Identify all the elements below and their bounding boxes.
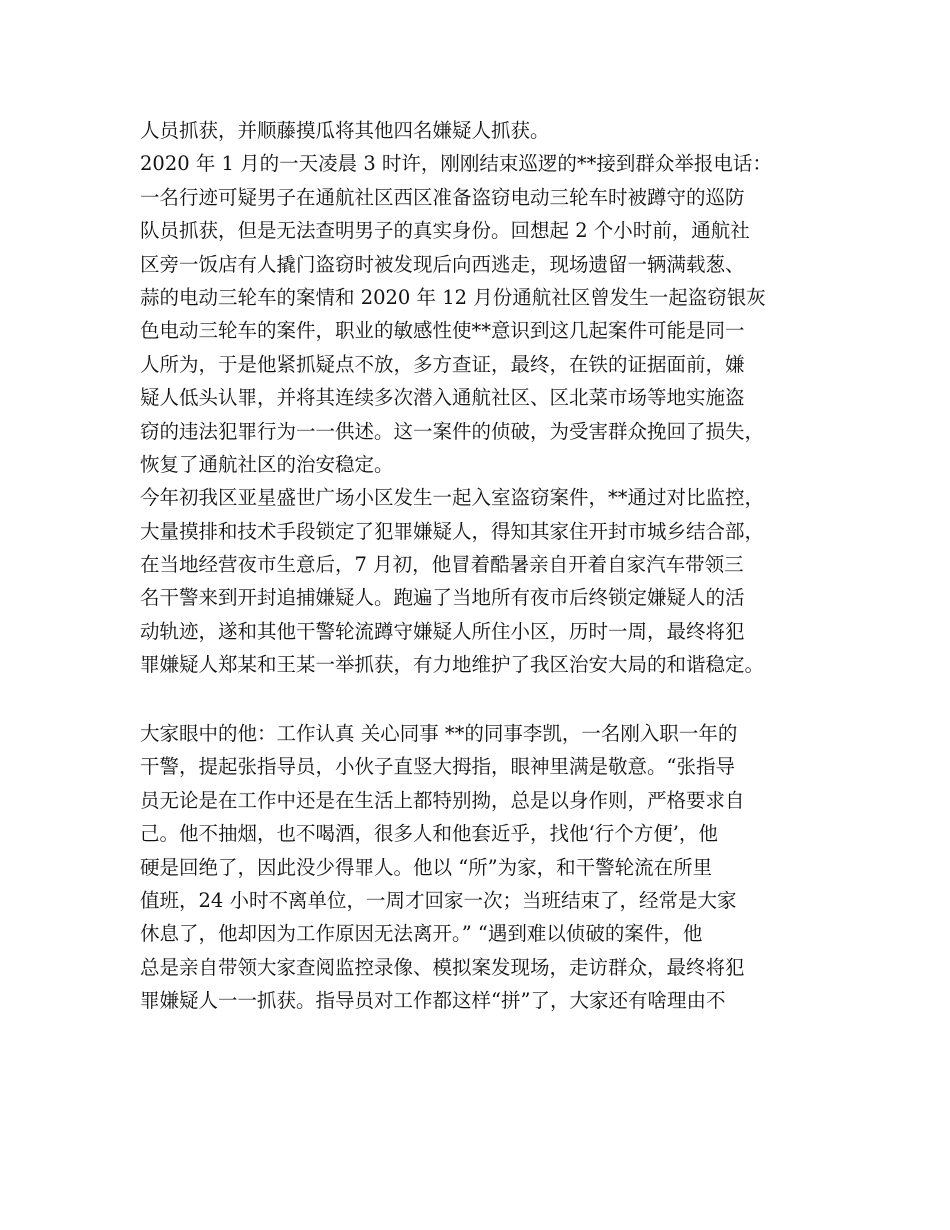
text-block-case-stories (140, 114, 840, 682)
text-line: 动轨迹，遂和其他干警轮流蹲守嫌疑人所住小区，历时一周，最终将犯 (140, 619, 745, 643)
text-line: 窃的违法犯罪行为一一供述。这一案件的侦破，为受害群众挽回了损失， (140, 419, 765, 443)
text-line: 队员抓获，但是无法查明男子的真实身份。回想起 2 个小时前，通航社 (140, 219, 750, 243)
text-line: 恢复了通航社区的治安稳定。 (140, 452, 394, 476)
text-line: 色电动三轮车的案件，职业的敏感性使**意识到这几起案件可能是同一 (140, 319, 745, 343)
text-line: 硬是回绝了，因此没少得罪人。他以 “所”为家，和干警轮流在所里 (140, 855, 713, 879)
text-line: 名干警来到开封追捕嫌疑人。跑遍了当地所有夜市后终锁定嫌疑人的活 (140, 586, 745, 610)
text-line: 蒜的电动三轮车的案情和 2020 年 12 月份通航社区曾发生一起盗窃银灰 (140, 285, 766, 309)
text-line: 值班，24 小时不离单位，一周才回家一次；当班结束了，经常是大家 (140, 888, 737, 912)
text-line: 总是亲自带领大家查阅监控录像、模拟案发现场，走访群众，最终将犯 (140, 955, 745, 979)
text-block-colleague-views (140, 717, 840, 1018)
text-line: 人员抓获，并顺藤摸瓜将其他四名嫌疑人抓获。 (140, 119, 550, 142)
text-line: 休息了，他却因为工作原因无法离开。” “遇到难以侦破的案件，他 (140, 922, 703, 946)
text-line: 己。他不抽烟，也不喝酒，很多人和他套近乎，找他‘行个方便’，他 (140, 822, 718, 846)
text-line: 一名行迹可疑男子在通航社区西区准备盗窃电动三轮车时被蹲守的巡防 (140, 185, 745, 209)
text-line: 在当地经营夜市生意后，7 月初，他冒着酷暑亲自开着自家汽车带领三 (140, 553, 744, 577)
text-line: 罪嫌疑人一一抓获。指导员对工作都这样“拼”了，大家还有啥理由不 (140, 989, 726, 1013)
text-line: 大家眼中的他：工作认真 关心同事 **的同事李凯，一名刚入职一年的 (140, 722, 738, 745)
text-line: 罪嫌疑人郑某和王某一举抓获，有力地维护了我区治安大局的和谐稳定。 (140, 653, 765, 677)
text-line: 今年初我区亚星盛世广场小区发生一起入室盗窃案件，**通过对比监控， (140, 486, 765, 510)
text-line: 区旁一饭店有人撬门盗窃时被发现后向西逃走，现场遗留一辆满载葱、 (140, 252, 745, 276)
text-line: 大量摸排和技术手段锁定了犯罪嫌疑人，得知其家住开封市城乡结合部， (140, 519, 765, 543)
text-line: 2020 年 1 月的一天凌晨 3 时许，刚刚结束巡逻的**接到群众举报电话： (140, 152, 772, 176)
text-line: 员无论是在工作中还是在生活上都特别拗，总是以身作则，严格要求自 (140, 788, 745, 812)
text-line: 人所为，于是他紧抓疑点不放，多方查证，最终，在铁的证据面前，嫌 (140, 352, 745, 376)
text-line: 疑人低头认罪，并将其连续多次潜入通航社区、区北菜市场等地实施盗 (140, 386, 745, 410)
text-line: 干警，提起张指导员，小伙子直竖大拇指，眼神里满是敬意。“张指导 (140, 755, 735, 779)
